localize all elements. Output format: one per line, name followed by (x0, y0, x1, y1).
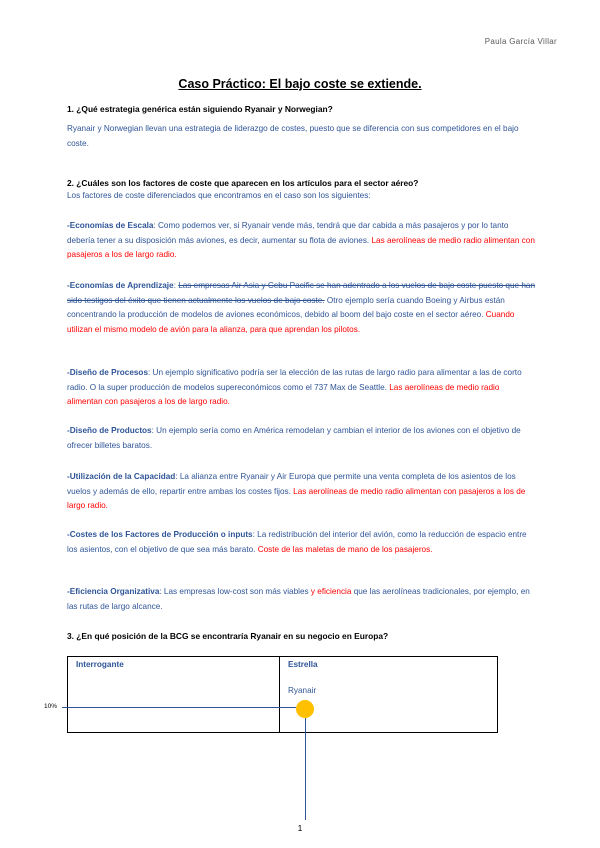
factor-text: : La redistribución del interior del avión, como la reducción de espacio entre los asientos, con el objetivo de que sea más barato. (67, 530, 527, 554)
factor-colon: : (173, 281, 179, 290)
factor-economias-aprendizaje (67, 279, 537, 337)
page-title (0, 77, 600, 91)
answer-2-intro: Los factores de coste diferenciados que encontramos en el caso son los siguientes: (67, 191, 371, 200)
factor-text: : Un ejemplo significativo podría ser la elección de las rutas de largo radio para alimentar a las de corto radio. O la super producción de modelos supereconómicos como el 737 Max de Seattle. (67, 368, 522, 392)
factor-text: : Como podemos ver, si Ryanair vende más, tendrá que dar cabida a más pasajeros y por lo tanto debería tener a su disposición más aviones, es decir, aumentar su flota de aviones. (67, 221, 509, 245)
bcg-matrix (67, 656, 498, 733)
factor-struck-text: Las empresas Air Asia y Cebu Pacific se han adentrado a los vuelos de bajo coste puesto que han sido testigos del éxito que tienen actualmente los vuelos de bajo coste. (67, 281, 536, 305)
factor-eficiencia-organizativa (67, 585, 537, 614)
factor-diseno-procesos (67, 366, 537, 410)
factor-label: -Economías de Escala (67, 221, 154, 230)
growth-axis-value: 10% (44, 703, 58, 710)
factor-costes-inputs (67, 528, 537, 557)
factor-label: -Costes de los Factores de Producción o inputs (67, 530, 253, 539)
horizontal-guide-line (62, 707, 296, 708)
page-number: 1 (297, 823, 303, 833)
author-header: Paula García Villar (484, 37, 557, 46)
title-text: Caso Práctico: El bajo coste se extiende. (178, 77, 422, 91)
question-3: 3. ¿En qué posición de la BCG se encontraría Ryanair en su negocio en Europa? (67, 631, 389, 641)
bcg-estrella-label: Estrella (288, 660, 318, 669)
factor-text-after: que las aerolíneas tradicionales, por ejemplo, en las rutas de largo alcance. (67, 587, 530, 611)
factor-text: : Un ejemplo sería como en América remodelan y cambian el interior de los aviones con el objetivo de ofrecer billetes baratos. (67, 426, 521, 450)
answer-1: Ryanair y Norwegian llevan una estrategia de liderazgo de costes, puesto que se diferencia con sus competidores en el bajo coste. (67, 124, 519, 148)
question-2: 2. ¿Cuáles son los factores de coste que aparecen en los artículos para el sector aéreo? (67, 178, 419, 188)
factor-text: Otro ejemplo sería cuando Boeing y Airbus están concentrando la producción de modelos de aviones económicos, debido al boom del bajo coste en el sector aéreo. (67, 295, 505, 320)
factor-note: Las aerolíneas de medio radio alimentan con pasajeros a los de largo radio. (67, 382, 500, 407)
factor-utilizacion-capacidad (67, 470, 537, 514)
bcg-divider (279, 657, 280, 732)
ryanair-position-marker (296, 700, 314, 718)
factor-label: -Diseño de Productos (67, 426, 152, 435)
factor-note: Las aerolíneas de medio radio alimentan con pasajeros a los de largo radio. (67, 486, 526, 511)
factor-note: Coste de las maletas de mano de los pasajeros. (257, 544, 433, 554)
question-1: 1. ¿Qué estrategia genérica están siguiendo Ryanair y Norwegian? (67, 104, 333, 114)
factor-text: : Las empresas low-cost son más viables (159, 587, 311, 596)
factor-note: Las aerolíneas de medio radio alimentan con pasajeros a los de largo radio. (67, 235, 535, 260)
vertical-guide-line (305, 718, 306, 820)
bcg-interrogante-label: Interrogante (76, 660, 124, 669)
factor-diseno-productos (67, 424, 537, 453)
factor-label: -Diseño de Procesos (67, 368, 148, 377)
factor-label: -Economías de Aprendizaje (67, 281, 174, 290)
factor-text: : La alianza entre Ryanair y Air Europa que permite una venta completa de los asientos de los vuelos y además de ello, repartir entre ambas los costes fijos. (67, 472, 516, 496)
bcg-company-label: Ryanair (288, 686, 317, 695)
factor-economias-escala (67, 219, 537, 263)
factor-note: Cuando utilizan el mismo modelo de avión para la alianza, para que aprendan los pilotos. (67, 310, 515, 334)
factor-note: y eficiencia (310, 587, 352, 596)
factor-label: -Utilización de la Capacidad (67, 472, 176, 481)
factor-label: -Eficiencia Organizativa (67, 587, 160, 596)
